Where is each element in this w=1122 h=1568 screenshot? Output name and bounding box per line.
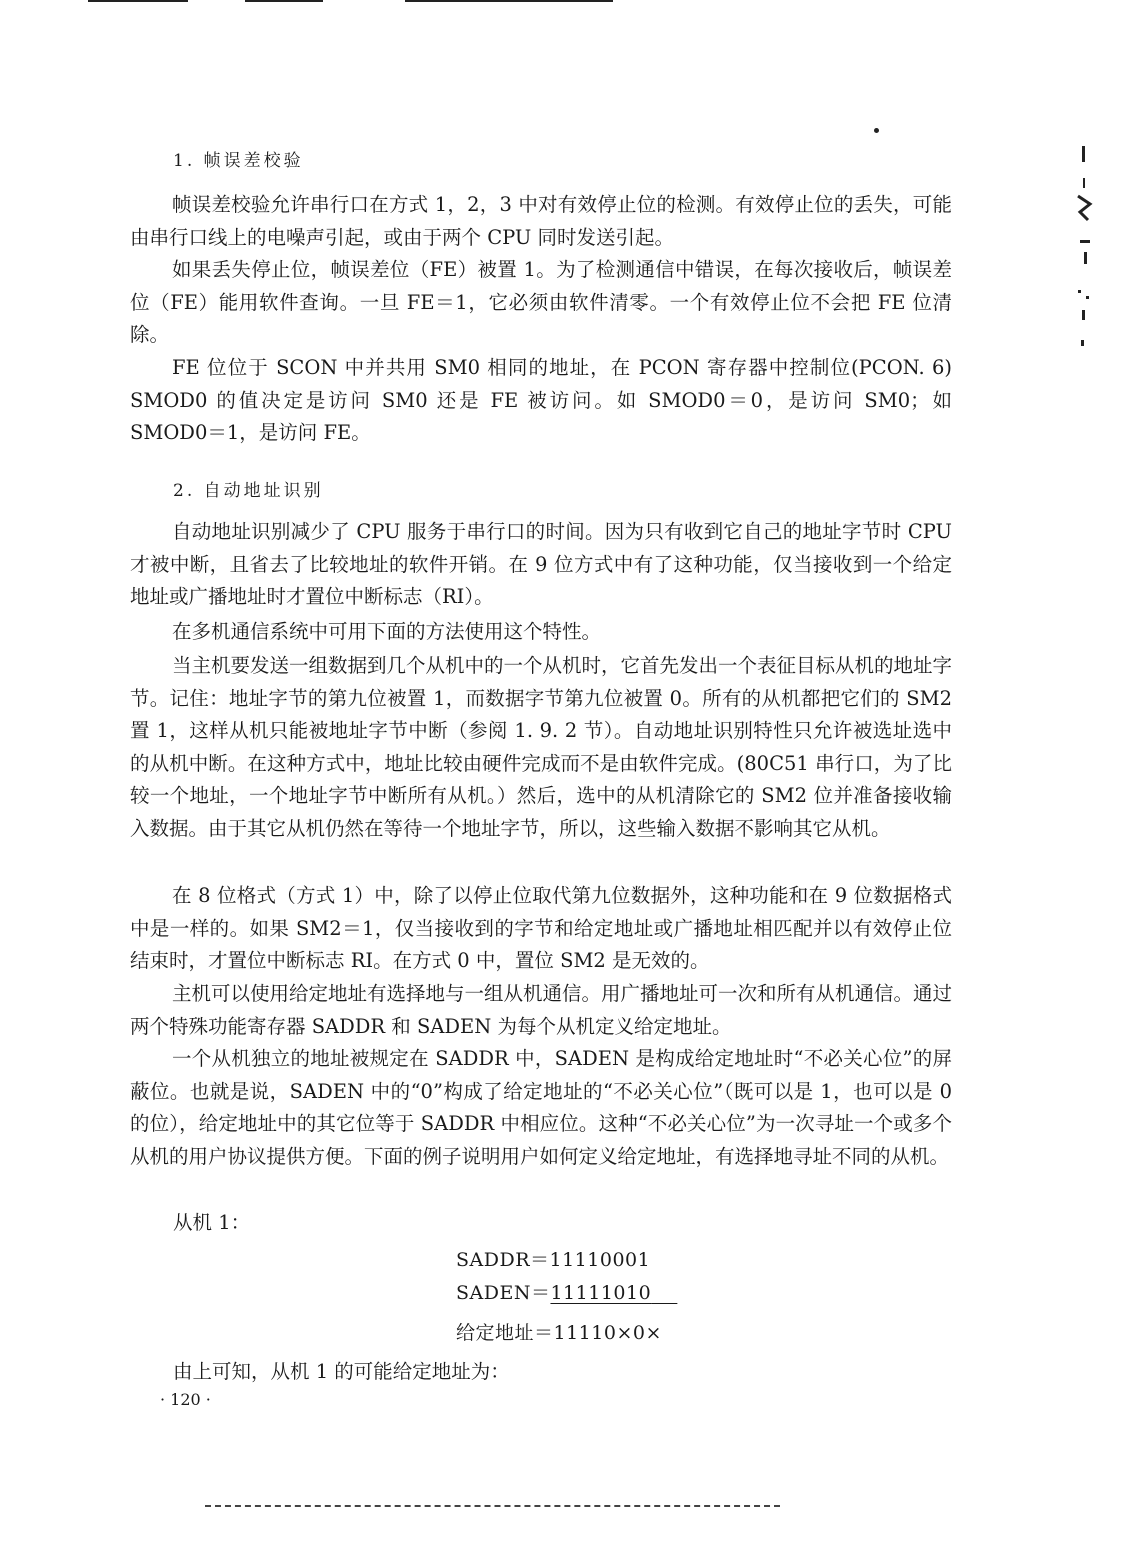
section-title: 帧误差校验 [203, 151, 304, 171]
saden-value: 11111010 [550, 1282, 652, 1304]
bottom-rule [205, 1505, 780, 1507]
top-rule-2 [245, 0, 323, 2]
top-rule-1 [88, 0, 188, 2]
given-address-formula: 给定地址＝11110×0× [456, 1322, 662, 1344]
top-rule-3 [405, 0, 613, 2]
saddr-formula: SADDR＝11110001 [456, 1249, 651, 1271]
paragraph: 自动地址识别减少了 CPU 服务于串行口的时间。因为只有收到它自己的地址字节时 CPU 才被中断，且省去了比较地址的软件开销。在 9 位方式中有了这种功能，仅当接收到一个给定地址或广播地址时才置位中断标志（RI）。 [130, 520, 952, 608]
scan-dot [874, 128, 879, 133]
section-number: 2. [173, 481, 196, 501]
example-label: 从机 1： [173, 1211, 251, 1234]
underline-tail [651, 1282, 677, 1304]
saden-formula [456, 1278, 677, 1305]
paragraph: 如果丢失停止位，帧误差位（FE）被置 1。为了检测通信中错误，在每次接收后，帧误差位（FE）能用软件查询。一旦 FE＝1，它必须由软件清零。一个有效停止位不会把 FE 位清除。 [130, 258, 952, 346]
saden-prefix: SADEN＝ [456, 1282, 551, 1304]
binding-edge-marks [1068, 140, 1098, 360]
paragraph: 在 8 位格式（方式 1）中，除了以停止位取代第九位数据外，这种功能和在 9 位数据格式中是一样的。如果 SM2＝1，仅当接收到的字节和给定地址或广播地址相匹配并以有效停止位结束时，才置位中断标志 RI。在方式 0 中，置位 SM2 是无效的。 [130, 884, 952, 972]
paragraph: 主机可以使用给定地址有选择地与一组从机通信。用广播地址可一次和所有从机通信。通过两个特殊功能寄存器 SADDR 和 SADEN 为每个从机定义给定地址。 [130, 982, 953, 1038]
paragraph: FE 位位于 SCON 中并共用 SM0 相同的地址，在 PCON 寄存器中控制位(PCON. 6) SMOD0 的值决定是访问 SM0 还是 FE 被访问。如 SMOD0＝0，是访问 SM0；如 SMOD0＝1，是访问 FE。 [130, 356, 952, 444]
section-title: 自动地址识别 [203, 481, 324, 501]
paragraph: 一个从机独立的地址被规定在 SADDR 中，SADEN 是构成给定地址时“不必关心位”的屏蔽位。也就是说，SADEN 中的“0”构成了给定地址的“不必关心位”（既可以是 1，也可以是 0 的位），给定地址中的其它位等于 SADDR 中相应位。这种“不必关心位”为一次寻址一个或多个从机的用户协议提供方便。下面的例子说明用户如何定义给定地址，有选择地寻址不同的从机。 [130, 1047, 952, 1168]
section-number: 1. [173, 151, 196, 171]
section-heading-1 [173, 146, 304, 171]
paragraph: 在多机通信系统中可用下面的方法使用这个特性。 [172, 620, 602, 643]
paragraph: 当主机要发送一组数据到几个从机中的一个从机时，它首先发出一个表征目标从机的地址字节。记住：地址字节的第九位被置 1，而数据字节第九位被置 0。所有的从机都把它们的 SM2 置 1，这样从机只能被地址字节中断（参阅 1. 9. 2 节）。自动地址识别特性只允许被选址选中的从机中断。在这种方式中，地址比较由硬件完成而不是由软件完成。(80C51 串行口，为了比较一个地址，一个地址字节中断所有从机。）然后，选中的从机清除它的 SM2 位并准备接收输入数据。由于其它从机仍然在等待一个地址字节，所以，这些输入数据不影响其它从机。 [130, 654, 953, 840]
section-heading-2 [173, 476, 324, 501]
paragraph: 帧误差校验允许串行口在方式 1，2，3 中对有效停止位的检测。有效停止位的丢失，可能由串行口线上的电噪声引起，或由于两个 CPU 同时发送引起。 [130, 193, 952, 249]
closing-line: 由上可知，从机 1 的可能给定地址为： [173, 1360, 510, 1383]
page-number: · 120 · [160, 1390, 211, 1409]
